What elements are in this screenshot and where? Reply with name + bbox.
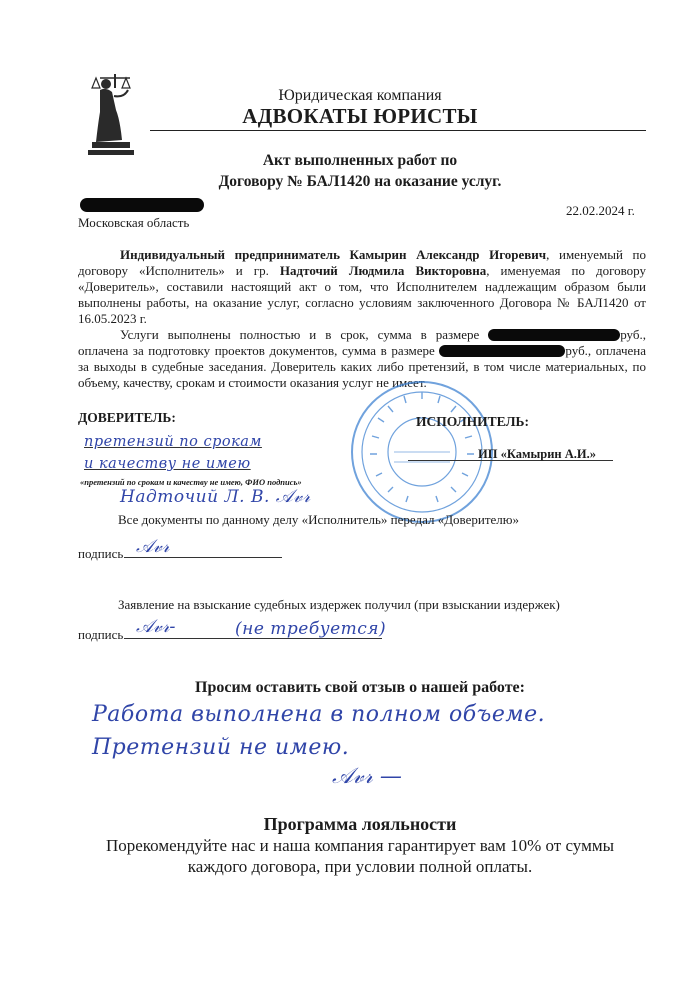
handwritten-claims-line1: претензий по срокам (84, 434, 262, 450)
legal-costs-statement: Заявление на взыскание судебных издержек получил (при взыскании издержек) (118, 597, 560, 612)
handwritten-fio-text: Надточий Л. В. (120, 487, 270, 507)
payment-text3: оплачена за выходы в судебные заседания. Доверитель каких либо претензий, в том числе материальных, по объему, качеству, срокам и стоимости оказания услуг не имеет. (78, 343, 646, 390)
handwritten-review-line2: Претензий не имею. (92, 735, 350, 760)
loyalty-text: Порекомендуйте нас и наша компания гарантирует вам 10% от суммы каждого договора, при условии полной оплаты. (105, 836, 615, 876)
rub-label-2: руб., (565, 343, 592, 358)
parties-text2: , именуемая по договору «Доверитель», составили настоящий акт о том, что Исполнителем надлежащим образом были выполнены работы, на оказание услуг, согласно условиям заключенного Договора № БАЛ1420 от 16.05.2023 г. (78, 263, 646, 326)
documents-transfer-statement: Все документы по данному делу «Исполнитель» передал «Доверителю» (118, 512, 520, 527)
act-title-line1: Акт выполненных работ по (262, 152, 458, 169)
signature-label-1: подпись (78, 546, 124, 561)
parties-text1: , именуемый по договору «Исполнитель» и гр. (78, 247, 646, 278)
handwritten-not-required: (не требуется) (235, 619, 387, 639)
signature-scrawl-icon: 𝒜𝓋𝓇 — (332, 764, 402, 789)
rub-label-1: руб., (620, 327, 646, 342)
signature-scrawl-icon: 𝒜𝓋𝓇 (275, 486, 311, 507)
act-title-line2: Договору № БАЛ1420 на оказание услуг. (218, 173, 502, 190)
company-subtitle: Юридическая компания (278, 87, 442, 104)
handwritten-review-line1: Работа выполнена в полном объеме. (92, 702, 546, 727)
themis-logo-icon (78, 66, 148, 158)
place-label: Московская область (78, 215, 190, 230)
principal-label: ДОВЕРИТЕЛЬ: (78, 410, 176, 425)
executor-name: ИП «Камырин А.И.» (478, 447, 596, 461)
principal-full-name: Надточий Людмила Викторовна (279, 263, 487, 278)
handwritten-fio (120, 486, 311, 507)
claims-instruction-note: «претензий по срокам и качеству не имею, ФИО подпись» (80, 477, 302, 487)
redaction-amount-2 (439, 345, 565, 357)
signature-line-1 (124, 557, 282, 558)
review-title: Просим оставить свой отзыв о нашей работе: (195, 679, 525, 696)
redaction-block (80, 198, 204, 212)
loyalty-title: Программа лояльности (263, 814, 457, 834)
signature-scrawl-icon: 𝒜𝓋𝓇 (136, 536, 170, 557)
company-stamp-icon (348, 378, 496, 526)
payment-text1: Услуги выполнены полностью и в срок, сумма в размере (120, 327, 489, 342)
executor-label: ИСПОЛНИТЕЛЬ: (416, 414, 529, 429)
payment-text2: оплачена за подготовку проектов документов, сумма в размере (78, 343, 440, 358)
parties-paragraph (78, 247, 646, 327)
signature-label-2: подпись (78, 627, 124, 642)
signature-scrawl-icon: 𝒜𝓋𝓇- (136, 616, 176, 637)
document-date: 22.02.2024 г. (566, 203, 635, 218)
company-name: АДВОКАТЫ ЮРИСТЫ (242, 104, 478, 128)
executor-full-name: Индивидуальный предприниматель Камырин Александр Игоревич (120, 247, 547, 262)
header-divider (150, 130, 646, 131)
handwritten-claims-line2: и качеству не имею (84, 456, 251, 472)
redaction-amount-1 (488, 329, 620, 341)
act-title (160, 150, 560, 192)
